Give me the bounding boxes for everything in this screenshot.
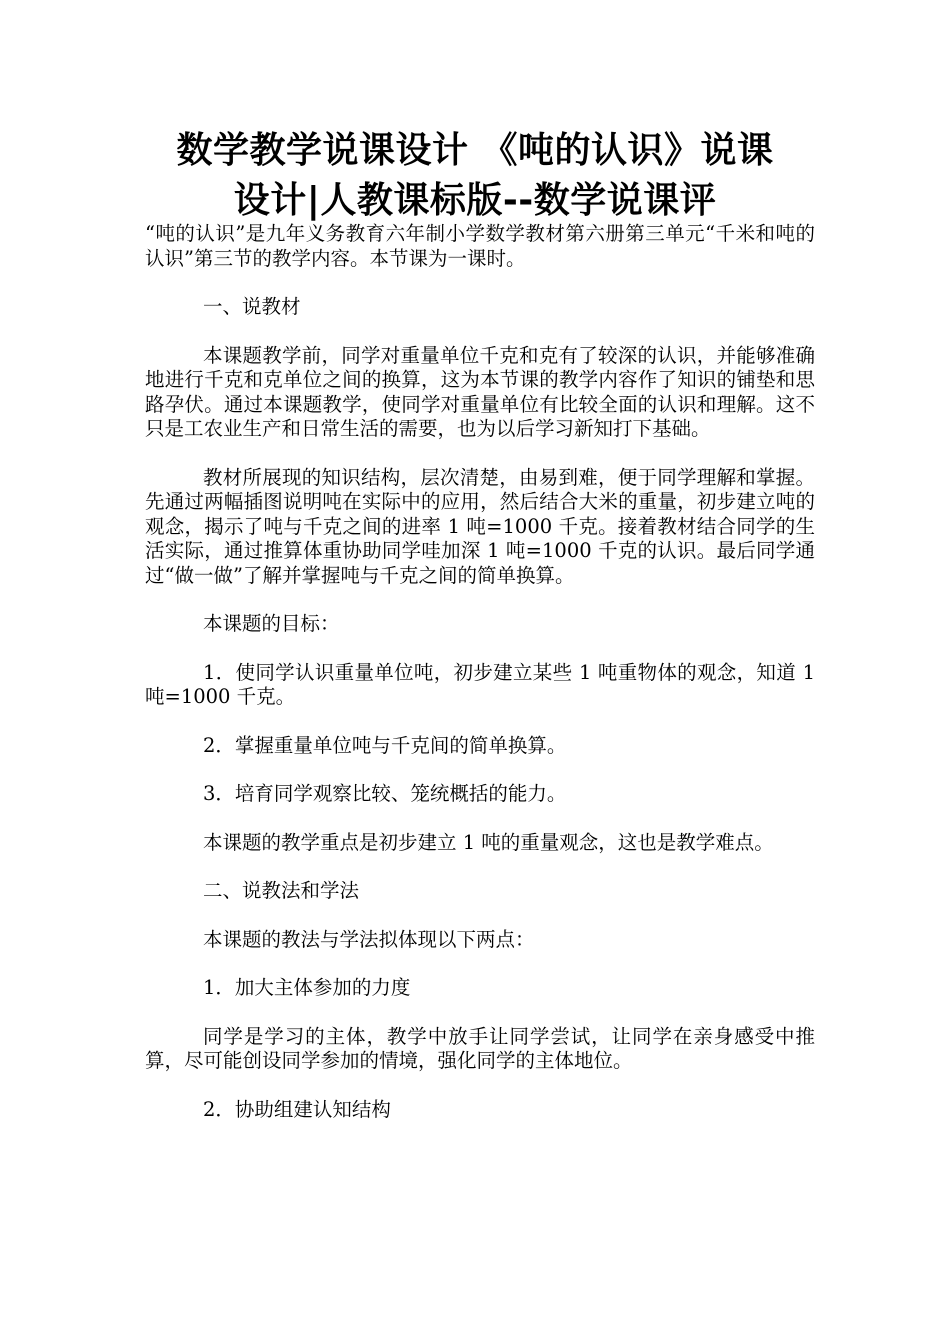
intro-paragraph: “吨的认识”是九年义务教育六年制小学数学教材第六册第三单元“千米和吨的认识”第三节的教学内容。本节课为一课时。: [145, 222, 815, 270]
paragraph: 本课题的教法与学法拟体现以下两点：: [203, 927, 535, 951]
goals-heading: 本课题的目标：: [203, 612, 340, 635]
method-item: 1．加大主体参加的力度: [203, 976, 411, 999]
goal-item: 1．使同学认识重量单位吨，初步建立某些 1 吨重物体的观念，知道 1 吨=1000 千克。: [145, 660, 815, 708]
section-heading-methods: 二、说教法和学法: [203, 879, 360, 902]
goal-item: 2．掌握重量单位吨与千克间的简单换算。: [203, 733, 567, 757]
paragraph: 本课题教学前，同学对重量单位千克和克有了较深的认识，并能够准确地进行千克和克单位之间的换算，这为本节课的教学内容作了知识的铺垫和思路孕伏。通过本课题教学，使同学对重量单位有比较全面的认识和理解。这不只是工农业生产和日常生活的需要，也为以后学习新知打下基础。: [145, 343, 815, 440]
title-line-2: 设计|人教课标版--数学说课评: [233, 180, 717, 221]
document-title: [120, 126, 830, 226]
method-item: 2．协助组建认知结构: [203, 1097, 391, 1121]
section-heading-teaching-material: 一、说教材: [203, 295, 301, 318]
goal-item: 3．培育同学观察比较、笼统概括的能力。: [203, 782, 567, 805]
document-body: [145, 222, 815, 1146]
paragraph: 教材所展现的知识结构，层次清楚，由易到难，便于同学理解和掌握。先通过两幅插图说明吨在实际中的应用，然后结合大米的重量，初步建立吨的观念，揭示了吨与千克之间的进率 1 吨=1000 千克。接着教材结合同学的生活实际，通过推算体重协助同学哇加深 1 吨=1000 千克的认识。最后同学通过“做一做”了解并掌握吨与千克之间的简单换算。: [145, 465, 815, 587]
paragraph: 同学是学习的主体，教学中放手让同学尝试，让同学在亲身感受中推算，尽可能创设同学参加的情境，强化同学的主体地位。: [145, 1024, 815, 1072]
title-line-1: 数学教学说课设计 《吨的认识》说课: [176, 130, 774, 171]
paragraph: 本课题的教学重点是初步建立 1 吨的重量观念，这也是教学难点。: [203, 830, 774, 854]
